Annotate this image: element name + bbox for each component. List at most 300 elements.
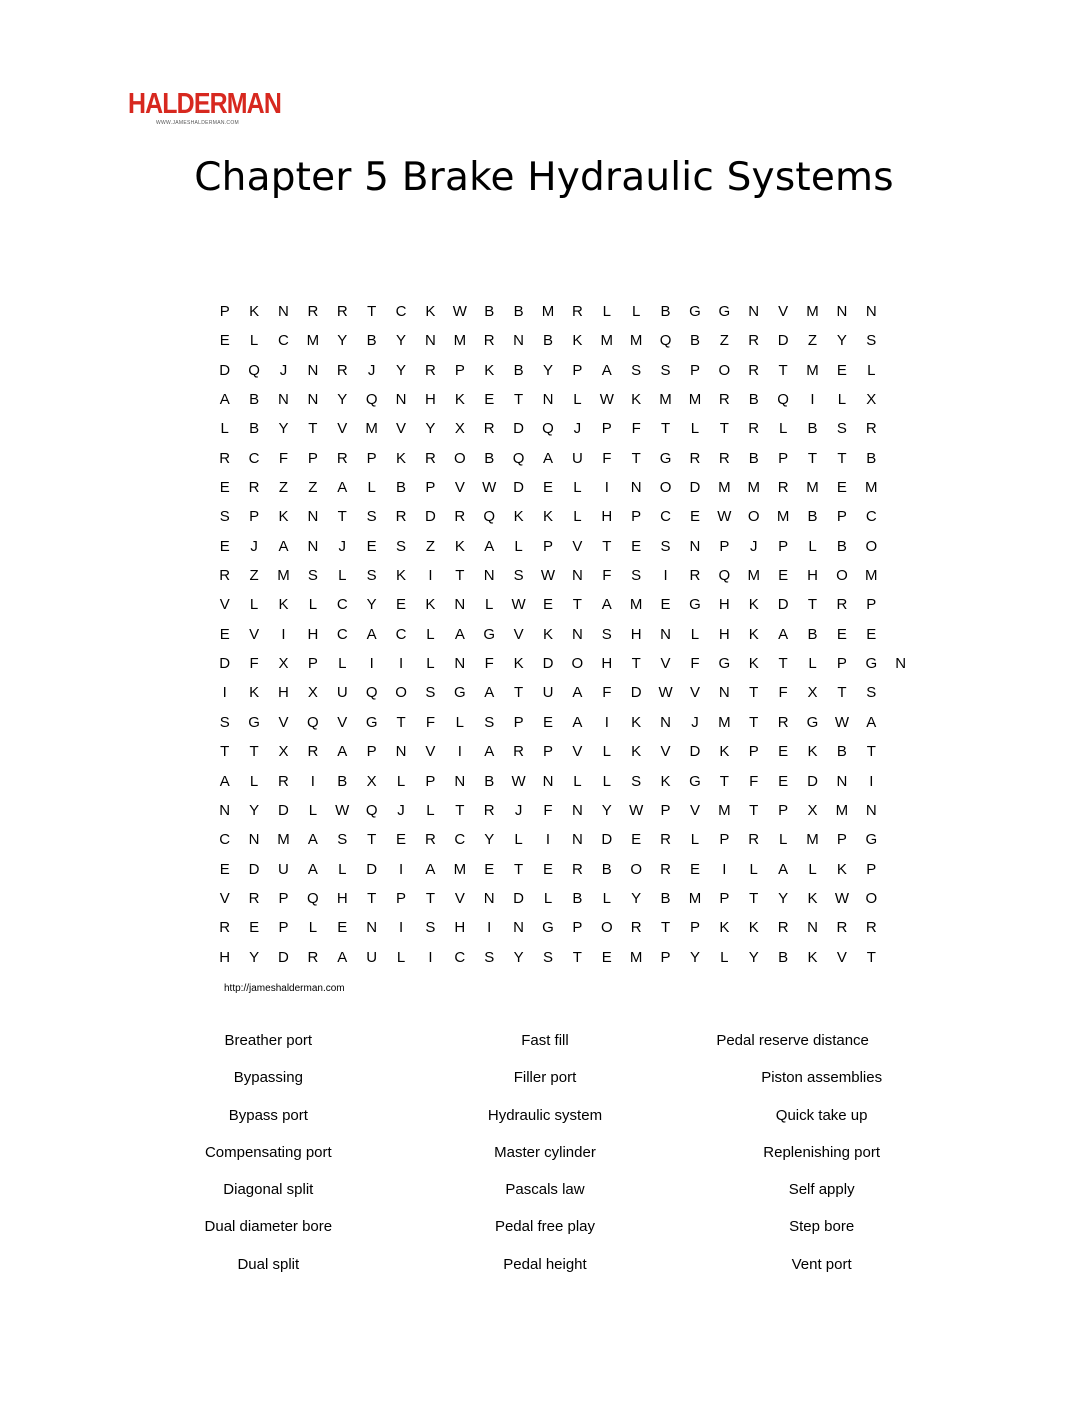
word-list-item: Vent port: [791, 1255, 852, 1273]
grid-letter: P: [307, 449, 318, 467]
grid-letter: Y: [249, 948, 260, 966]
grid-letter: R: [777, 919, 789, 937]
grid-letter: T: [837, 449, 847, 467]
grid-letter: N: [660, 625, 671, 643]
grid-letter: A: [307, 831, 318, 849]
word-list-item: Fast fill: [521, 1032, 569, 1049]
grid-letter: R: [483, 420, 495, 438]
grid-letter: R: [395, 508, 407, 526]
grid-letter: N: [748, 303, 760, 320]
grid-letter: P: [719, 831, 730, 849]
grid-row: [210, 767, 915, 796]
grid-letter: R: [748, 332, 760, 350]
grid-letter: C: [219, 831, 231, 849]
grid-letter: L: [396, 948, 406, 966]
grid-letter: J: [514, 801, 523, 819]
grid-letter: N: [571, 567, 583, 585]
grid-letter: P: [689, 361, 700, 379]
word-list-item: Quick take up: [775, 1106, 868, 1124]
grid-letter: J: [749, 537, 758, 555]
grid-letter: P: [836, 508, 847, 526]
grid-letter: E: [689, 860, 700, 878]
grid-letter: N: [395, 391, 407, 409]
grid-letter: B: [484, 772, 495, 790]
grid-letter: J: [250, 537, 258, 555]
grid-letter: K: [278, 508, 289, 526]
grid-letter: N: [865, 303, 877, 320]
grid-letter: S: [866, 332, 877, 350]
grid-letter: D: [278, 948, 289, 966]
grid-row: [210, 913, 915, 942]
grid-letter: N: [395, 743, 407, 761]
grid-row: [210, 943, 915, 972]
grid-letter: P: [278, 889, 289, 907]
grid-letter: K: [513, 508, 524, 526]
grid-letter: I: [663, 567, 668, 585]
grid-letter: L: [602, 303, 611, 320]
grid-row: [210, 678, 915, 707]
grid-letter: K: [278, 596, 289, 614]
grid-letter: D: [601, 831, 613, 849]
grid-letter: Q: [248, 361, 260, 379]
grid-letter: L: [308, 919, 318, 937]
grid-letter: O: [600, 919, 613, 937]
grid-letter: G: [453, 684, 466, 702]
grid-letter: Y: [425, 420, 436, 438]
grid-letter: O: [630, 860, 642, 878]
grid-letter: R: [865, 420, 877, 438]
grid-letter: F: [543, 801, 553, 819]
grid-letter: T: [719, 420, 729, 438]
grid-letter: Q: [483, 508, 496, 526]
grid-letter: R: [748, 420, 760, 438]
grid-row: [210, 796, 915, 825]
grid-letter: W: [540, 567, 556, 585]
word-list-row: [130, 1179, 960, 1216]
grid-letter: P: [601, 420, 612, 438]
grid-letter: R: [219, 449, 231, 467]
grid-letter: P: [249, 508, 260, 526]
grid-letter: W: [511, 596, 526, 614]
grid-letter: G: [689, 596, 701, 614]
grid-letter: T: [749, 684, 759, 702]
grid-letter: F: [602, 684, 612, 702]
grid-letter: I: [369, 655, 374, 673]
grid-letter: E: [484, 391, 495, 409]
grid-letter: T: [837, 684, 847, 702]
grid-letter: L: [720, 948, 729, 966]
grid-letter: G: [689, 303, 701, 320]
grid-letter: I: [457, 743, 462, 761]
grid-letter: Q: [512, 449, 525, 467]
grid-row: [210, 502, 915, 531]
grid-letter: U: [278, 860, 289, 878]
grid-letter: Y: [396, 361, 407, 379]
grid-letter: L: [249, 596, 259, 614]
grid-letter: M: [865, 567, 878, 585]
grid-letter: Z: [719, 332, 729, 350]
grid-letter: A: [484, 684, 495, 702]
grid-letter: Y: [366, 596, 377, 614]
grid-letter: W: [452, 303, 467, 320]
grid-letter: P: [513, 713, 524, 731]
grid-letter: T: [249, 743, 259, 761]
grid-row: [210, 297, 915, 326]
grid-letter: R: [865, 919, 877, 937]
grid-letter: P: [778, 449, 789, 467]
grid-row: [210, 825, 915, 854]
grid-letter: R: [748, 831, 760, 849]
word-list-row: [130, 1216, 960, 1253]
grid-letter: N: [454, 596, 466, 614]
word-list-item: Breather port: [224, 1032, 313, 1049]
grid-letter: Z: [278, 479, 289, 497]
grid-letter: M: [688, 391, 702, 409]
grid-letter: R: [718, 449, 730, 467]
grid-letter: M: [747, 567, 760, 585]
grid-letter: P: [396, 889, 407, 907]
word-list-row: [130, 1030, 960, 1067]
grid-letter: A: [454, 625, 465, 643]
grid-letter: G: [365, 713, 378, 731]
grid-letter: G: [689, 772, 701, 790]
grid-letter: K: [631, 713, 642, 731]
grid-letter: A: [572, 713, 583, 731]
grid-letter: T: [220, 743, 230, 761]
grid-letter: O: [571, 655, 584, 673]
grid-letter: T: [749, 801, 759, 819]
grid-letter: B: [807, 625, 818, 643]
grid-letter: T: [455, 801, 465, 819]
grid-letter: R: [718, 391, 730, 409]
grid-letter: P: [219, 303, 230, 320]
grid-letter: R: [483, 332, 495, 350]
grid-letter: N: [425, 332, 436, 350]
grid-letter: T: [866, 948, 876, 966]
grid-letter: N: [571, 831, 583, 849]
grid-letter: O: [865, 537, 878, 555]
grid-letter: L: [808, 655, 817, 673]
grid-letter: P: [719, 889, 730, 907]
grid-letter: R: [307, 948, 319, 966]
grid-letter: N: [307, 361, 319, 379]
grid-letter: R: [425, 831, 436, 849]
grid-letter: L: [808, 537, 817, 555]
grid-letter: C: [865, 508, 877, 526]
grid-letter: S: [425, 919, 436, 937]
word-search-grid: [210, 297, 915, 972]
grid-letter: B: [366, 332, 377, 350]
grid-letter: K: [719, 919, 730, 937]
grid-letter: N: [278, 391, 289, 409]
grid-letter: N: [689, 537, 701, 555]
grid-letter: M: [600, 332, 614, 350]
grid-letter: R: [630, 919, 642, 937]
grid-letter: M: [453, 332, 467, 350]
grid-letter: Q: [542, 420, 554, 438]
grid-letter: T: [719, 772, 729, 790]
halderman-logo: [128, 88, 281, 126]
grid-letter: Q: [777, 391, 789, 409]
grid-letter: L: [308, 596, 318, 614]
grid-letter: K: [660, 772, 671, 790]
grid-letter: W: [834, 889, 849, 907]
grid-letter: K: [249, 303, 260, 320]
grid-letter: U: [366, 948, 378, 966]
grid-letter: B: [542, 332, 553, 350]
grid-letter: D: [513, 420, 525, 438]
grid-letter: Q: [659, 332, 672, 350]
grid-letter: B: [484, 449, 495, 467]
grid-letter: M: [541, 303, 555, 320]
grid-letter: R: [278, 772, 289, 790]
grid-letter: U: [336, 684, 348, 702]
grid-letter: K: [484, 361, 495, 379]
grid-letter: P: [836, 655, 847, 673]
grid-letter: E: [219, 332, 230, 350]
word-list-item: Step bore: [789, 1218, 855, 1236]
grid-letter: B: [778, 948, 789, 966]
grid-letter: V: [513, 625, 524, 643]
grid-letter: J: [397, 801, 405, 819]
grid-letter: B: [484, 303, 495, 320]
grid-letter: A: [425, 860, 436, 878]
grid-letter: O: [747, 508, 760, 526]
grid-letter: X: [366, 772, 377, 790]
grid-letter: E: [778, 772, 789, 790]
grid-letter: L: [573, 772, 582, 790]
word-list-item: Diagonal split: [223, 1181, 314, 1199]
grid-letter: W: [629, 801, 644, 819]
grid-letter: L: [338, 655, 347, 673]
grid-letter: L: [220, 420, 229, 438]
grid-letter: S: [601, 625, 612, 643]
grid-letter: V: [454, 889, 465, 907]
grid-letter: V: [572, 743, 583, 761]
grid-letter: R: [660, 860, 671, 878]
grid-letter: K: [454, 391, 465, 409]
grid-letter: N: [807, 919, 818, 937]
grid-letter: T: [749, 713, 759, 731]
grid-letter: L: [543, 889, 553, 907]
grid-letter: K: [542, 508, 553, 526]
grid-letter: K: [631, 743, 642, 761]
grid-letter: M: [747, 479, 760, 497]
grid-letter: D: [366, 860, 378, 878]
grid-letter: P: [778, 537, 789, 555]
grid-row: [210, 561, 915, 590]
grid-letter: K: [542, 625, 553, 643]
word-list-item: Piston assemblies: [761, 1069, 883, 1087]
grid-letter: K: [249, 684, 260, 702]
grid-letter: M: [453, 860, 467, 878]
grid-letter: Y: [601, 801, 612, 819]
grid-letter: R: [689, 449, 701, 467]
grid-letter: E: [219, 860, 230, 878]
grid-letter: K: [396, 449, 407, 467]
grid-letter: G: [718, 655, 731, 673]
word-list-item: Self apply: [788, 1181, 855, 1199]
grid-letter: I: [398, 860, 404, 878]
grid-letter: P: [660, 801, 671, 819]
grid-letter: E: [542, 479, 553, 497]
grid-letter: Z: [308, 479, 318, 497]
grid-letter: K: [719, 743, 730, 761]
grid-letter: N: [219, 801, 231, 819]
grid-letter: T: [778, 361, 788, 379]
grid-letter: L: [690, 831, 700, 849]
word-list-item: Pascals law: [505, 1181, 585, 1199]
grid-letter: C: [278, 332, 289, 350]
grid-letter: B: [660, 303, 671, 320]
grid-letter: M: [277, 567, 290, 585]
grid-letter: L: [778, 420, 788, 438]
grid-letter: P: [366, 743, 377, 761]
grid-letter: S: [660, 537, 671, 555]
grid-letter: T: [455, 567, 465, 585]
grid-letter: H: [630, 625, 642, 643]
word-list-row: [130, 1254, 960, 1291]
grid-letter: V: [337, 713, 348, 731]
grid-letter: V: [778, 303, 789, 320]
grid-letter: H: [307, 625, 319, 643]
grid-letter: E: [631, 831, 642, 849]
grid-letter: S: [866, 684, 877, 702]
grid-letter: K: [807, 743, 818, 761]
grid-letter: L: [338, 860, 347, 878]
grid-letter: C: [248, 449, 260, 467]
grid-letter: X: [866, 391, 877, 409]
grid-letter: P: [425, 479, 436, 497]
grid-letter: V: [836, 948, 847, 966]
grid-letter: R: [336, 449, 348, 467]
word-list: [130, 1030, 960, 1291]
logo-url: WWW.JAMESHALDERMAN.COM: [156, 120, 239, 126]
grid-letter: E: [631, 537, 642, 555]
grid-letter: A: [337, 948, 348, 966]
grid-letter: K: [807, 889, 818, 907]
grid-letter: K: [748, 919, 759, 937]
grid-letter: A: [778, 860, 789, 878]
grid-letter: T: [572, 596, 582, 614]
grid-letter: Y: [249, 801, 260, 819]
grid-letter: T: [749, 889, 759, 907]
grid-letter: R: [571, 860, 583, 878]
grid-letter: G: [865, 831, 878, 849]
grid-letter: Z: [249, 567, 259, 585]
grid-letter: Z: [425, 537, 436, 555]
word-list-row: [130, 1142, 960, 1179]
grid-letter: V: [219, 596, 230, 614]
grid-letter: L: [396, 772, 406, 790]
grid-letter: R: [571, 303, 583, 320]
grid-letter: B: [836, 537, 847, 555]
grid-letter: P: [836, 831, 847, 849]
grid-letter: D: [513, 479, 525, 497]
grid-letter: B: [513, 361, 524, 379]
grid-letter: T: [308, 420, 318, 438]
grid-letter: O: [865, 889, 878, 907]
grid-letter: V: [660, 743, 671, 761]
grid-letter: N: [366, 919, 378, 937]
grid-letter: M: [806, 831, 819, 849]
grid-letter: E: [219, 625, 230, 643]
grid-letter: P: [689, 919, 700, 937]
grid-letter: S: [631, 772, 642, 790]
grid-letter: H: [601, 655, 613, 673]
grid-letter: F: [602, 567, 612, 585]
word-list-item: Pedal height: [503, 1255, 587, 1273]
grid-letter: D: [630, 684, 642, 702]
grid-letter: N: [513, 332, 525, 350]
grid-letter: W: [599, 391, 614, 409]
grid-letter: Q: [307, 713, 319, 731]
grid-letter: N: [660, 713, 671, 731]
grid-letter: E: [836, 479, 847, 497]
grid-letter: K: [425, 303, 436, 320]
grid-letter: C: [395, 625, 407, 643]
grid-letter: I: [810, 391, 815, 409]
grid-letter: G: [865, 655, 878, 673]
grid-letter: I: [604, 713, 609, 731]
grid-letter: D: [425, 508, 436, 526]
grid-letter: V: [454, 479, 465, 497]
grid-letter: A: [601, 361, 612, 379]
grid-letter: Y: [484, 831, 495, 849]
grid-letter: L: [367, 479, 376, 497]
grid-letter: I: [398, 919, 404, 937]
grid-letter: P: [454, 361, 465, 379]
grid-letter: L: [426, 625, 435, 643]
grid-letter: E: [396, 596, 407, 614]
grid-letter: T: [367, 889, 377, 907]
grid-letter: G: [483, 625, 496, 643]
grid-letter: P: [572, 919, 583, 937]
grid-letter: F: [690, 655, 700, 673]
grid-letter: M: [365, 420, 378, 438]
grid-letter: S: [484, 713, 495, 731]
grid-letter: L: [426, 655, 435, 673]
grid-letter: A: [307, 860, 318, 878]
grid-letter: R: [836, 919, 848, 937]
grid-letter: I: [281, 625, 286, 643]
grid-letter: M: [806, 479, 819, 497]
grid-letter: P: [866, 596, 877, 614]
grid-letter: K: [748, 596, 759, 614]
grid-letter: I: [545, 831, 551, 849]
grid-letter: O: [836, 567, 848, 585]
grid-letter: P: [542, 537, 553, 555]
grid-row: [210, 737, 915, 766]
grid-letter: T: [514, 684, 524, 702]
grid-letter: A: [484, 537, 495, 555]
grid-letter: B: [866, 449, 877, 467]
grid-letter: L: [249, 332, 259, 350]
grid-letter: O: [453, 449, 466, 467]
grid-letter: B: [689, 332, 700, 350]
grid-letter: A: [219, 772, 230, 790]
grid-letter: X: [807, 801, 818, 819]
grid-letter: S: [513, 567, 524, 585]
grid-letter: M: [718, 801, 731, 819]
grid-letter: V: [572, 537, 583, 555]
grid-letter: M: [629, 596, 643, 614]
grid-letter: D: [807, 772, 818, 790]
grid-letter: D: [219, 655, 231, 673]
grid-letter: R: [219, 567, 231, 585]
grid-letter: J: [279, 361, 288, 379]
grid-letter: L: [485, 596, 494, 614]
